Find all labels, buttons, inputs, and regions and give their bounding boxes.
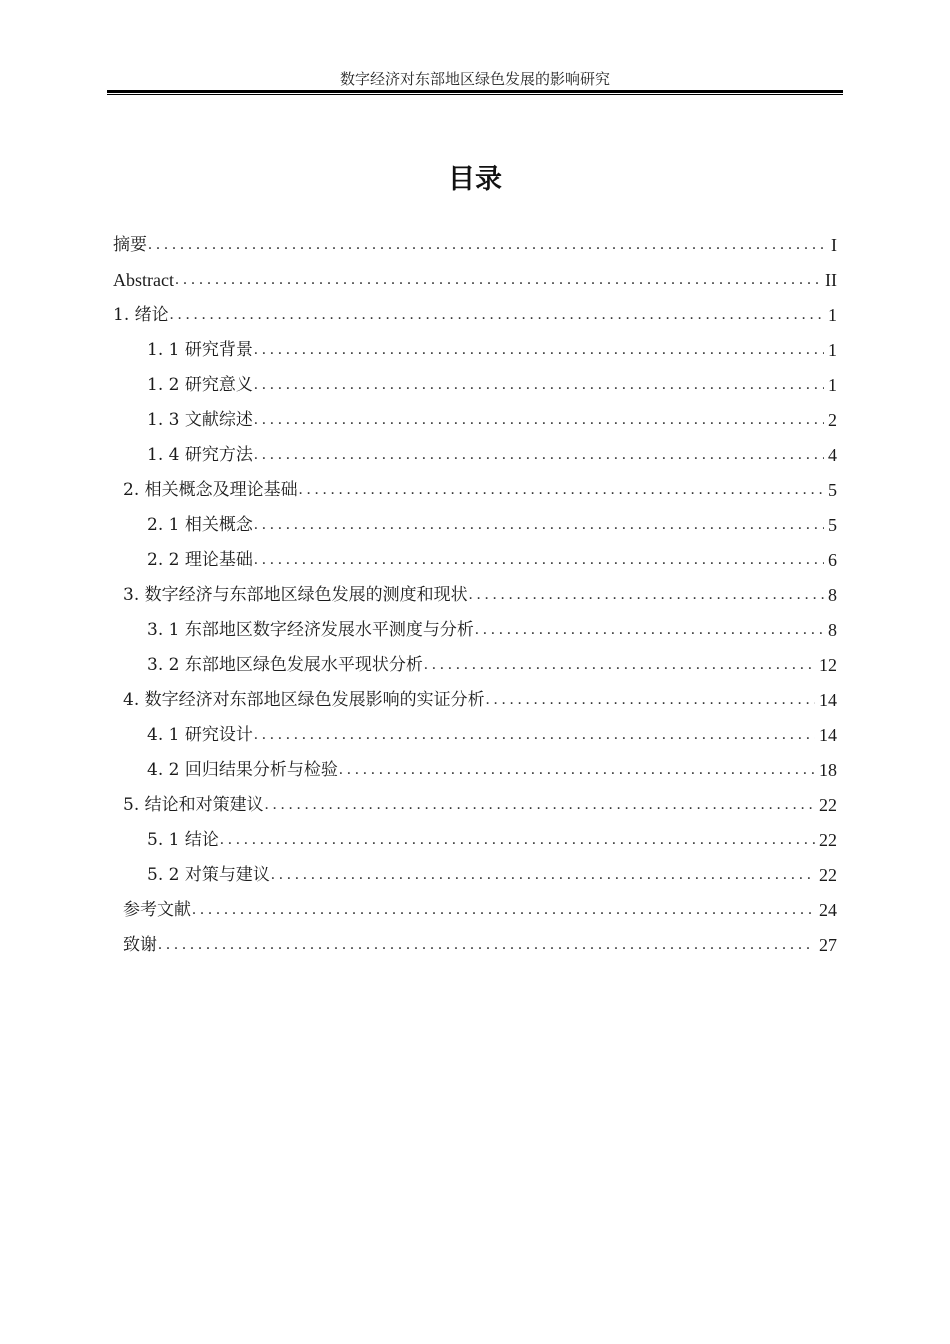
toc-entry-section-1-1[interactable] (147, 327, 837, 362)
toc-entry-label: 3. 1 东部地区数字经济发展水平测度与分析 (147, 620, 474, 640)
toc-leader-dots (339, 758, 815, 782)
toc-entry-label: 2. 相关概念及理论基础 (123, 480, 298, 500)
toc-entry-page: 12 (819, 655, 837, 675)
toc-entry-page: 2 (828, 410, 837, 430)
toc-entry-acknowledgements[interactable] (123, 922, 837, 957)
toc-entry-label: 1. 3 文献综述 (147, 410, 253, 430)
toc-leader-dots (271, 863, 815, 887)
toc-leader-dots (424, 653, 815, 677)
toc-entry-label: 4. 数字经济对东部地区绿色发展影响的实证分析 (123, 690, 485, 710)
toc-leader-dots (220, 828, 815, 852)
toc-leader-dots (486, 688, 815, 712)
toc-entry-page: 18 (819, 760, 837, 780)
toc-entry-section-2-2[interactable] (147, 537, 837, 572)
toc-entry-section-1-4[interactable] (147, 432, 837, 467)
toc-entry-section-3-1[interactable] (147, 607, 837, 642)
toc-entry-page: 8 (828, 620, 837, 640)
toc-entry-page: 27 (819, 935, 837, 955)
toc-entry-page: 4 (828, 445, 837, 465)
toc-leader-dots (175, 268, 821, 292)
toc-entry-page: 22 (819, 795, 837, 815)
toc-leader-dots (170, 303, 824, 327)
toc-entry-page: 6 (828, 550, 837, 570)
toc-entry-chapter-2[interactable] (123, 467, 837, 502)
toc-entry-section-5-2[interactable] (147, 852, 837, 887)
toc-leader-dots (475, 618, 824, 642)
toc-entry-chapter-4[interactable] (123, 677, 837, 712)
toc-entry-label: 致谢 (123, 935, 157, 955)
toc-entry-section-3-2[interactable] (147, 642, 837, 677)
toc-title: 目录 (448, 164, 502, 195)
toc-entry-label: 1. 2 研究意义 (147, 375, 253, 395)
toc-entry-page: 1 (828, 305, 837, 325)
toc-entry-page: I (831, 235, 837, 255)
toc-entry-page: 22 (819, 865, 837, 885)
toc-leader-dots (254, 338, 824, 362)
toc-entry-label: 1. 绪论 (113, 305, 169, 325)
toc-entry-page: 5 (828, 515, 837, 535)
toc-entry-section-4-1[interactable] (147, 712, 837, 747)
toc-leader-dots (299, 478, 824, 502)
toc-entry-section-1-3[interactable] (147, 397, 837, 432)
toc-entry-label: 3. 2 东部地区绿色发展水平现状分析 (147, 655, 423, 675)
toc-entry-label: 1. 1 研究背景 (147, 340, 253, 360)
toc-leader-dots (158, 933, 815, 957)
toc-entry-label: 4. 1 研究设计 (147, 725, 253, 745)
toc-entry-page: 14 (819, 690, 837, 710)
toc-entry-section-4-2[interactable] (147, 747, 837, 782)
toc-leader-dots (254, 373, 824, 397)
toc-leader-dots (254, 723, 815, 747)
toc-leader-dots (469, 583, 824, 607)
toc-entry-chapter-3[interactable] (123, 572, 837, 607)
toc-entry-abstract-cn[interactable] (113, 222, 837, 257)
toc-leader-dots (254, 548, 824, 572)
header-rule-thick (107, 90, 843, 93)
toc-leader-dots (254, 513, 824, 537)
toc-entry-page: 24 (819, 900, 837, 920)
running-header: 数字经济对东部地区绿色发展的影响研究 (339, 70, 610, 88)
toc-entry-section-2-1[interactable] (147, 502, 837, 537)
toc-entry-page: 14 (819, 725, 837, 745)
toc-leader-dots (148, 233, 827, 257)
toc-entry-page: 1 (828, 375, 837, 395)
toc-entry-label: 5. 2 对策与建议 (147, 865, 270, 885)
toc-entry-label: 2. 2 理论基础 (147, 550, 253, 570)
toc-entry-page: 8 (828, 585, 837, 605)
toc-entry-page: 1 (828, 340, 837, 360)
toc-entry-section-1-2[interactable] (147, 362, 837, 397)
toc-entry-label: 5. 结论和对策建议 (123, 795, 264, 815)
header-rule-thin (107, 94, 843, 95)
toc-entry-label: 2. 1 相关概念 (147, 515, 253, 535)
toc-entry-abstract-en[interactable] (113, 257, 837, 292)
toc-entry-chapter-5[interactable] (123, 782, 837, 817)
toc-entry-label: 5. 1 结论 (147, 830, 219, 850)
toc-entry-label: 参考文献 (123, 900, 191, 920)
toc-entry-label: Abstract (113, 270, 174, 290)
toc-entry-page: II (825, 270, 837, 290)
toc-entry-label: 3. 数字经济与东部地区绿色发展的测度和现状 (123, 585, 468, 605)
toc-entry-label: 摘要 (113, 235, 147, 255)
toc-entry-page: 22 (819, 830, 837, 850)
toc-entry-label: 4. 2 回归结果分析与检验 (147, 760, 338, 780)
toc-leader-dots (265, 793, 815, 817)
toc-entry-references[interactable] (123, 887, 837, 922)
toc-leader-dots (254, 408, 824, 432)
toc-leader-dots (254, 443, 824, 467)
toc-entry-label: 1. 4 研究方法 (147, 445, 253, 465)
toc-leader-dots (192, 898, 815, 922)
toc-entry-section-5-1[interactable] (147, 817, 837, 852)
toc-entry-page: 5 (828, 480, 837, 500)
toc-entry-chapter-1[interactable] (113, 292, 837, 327)
